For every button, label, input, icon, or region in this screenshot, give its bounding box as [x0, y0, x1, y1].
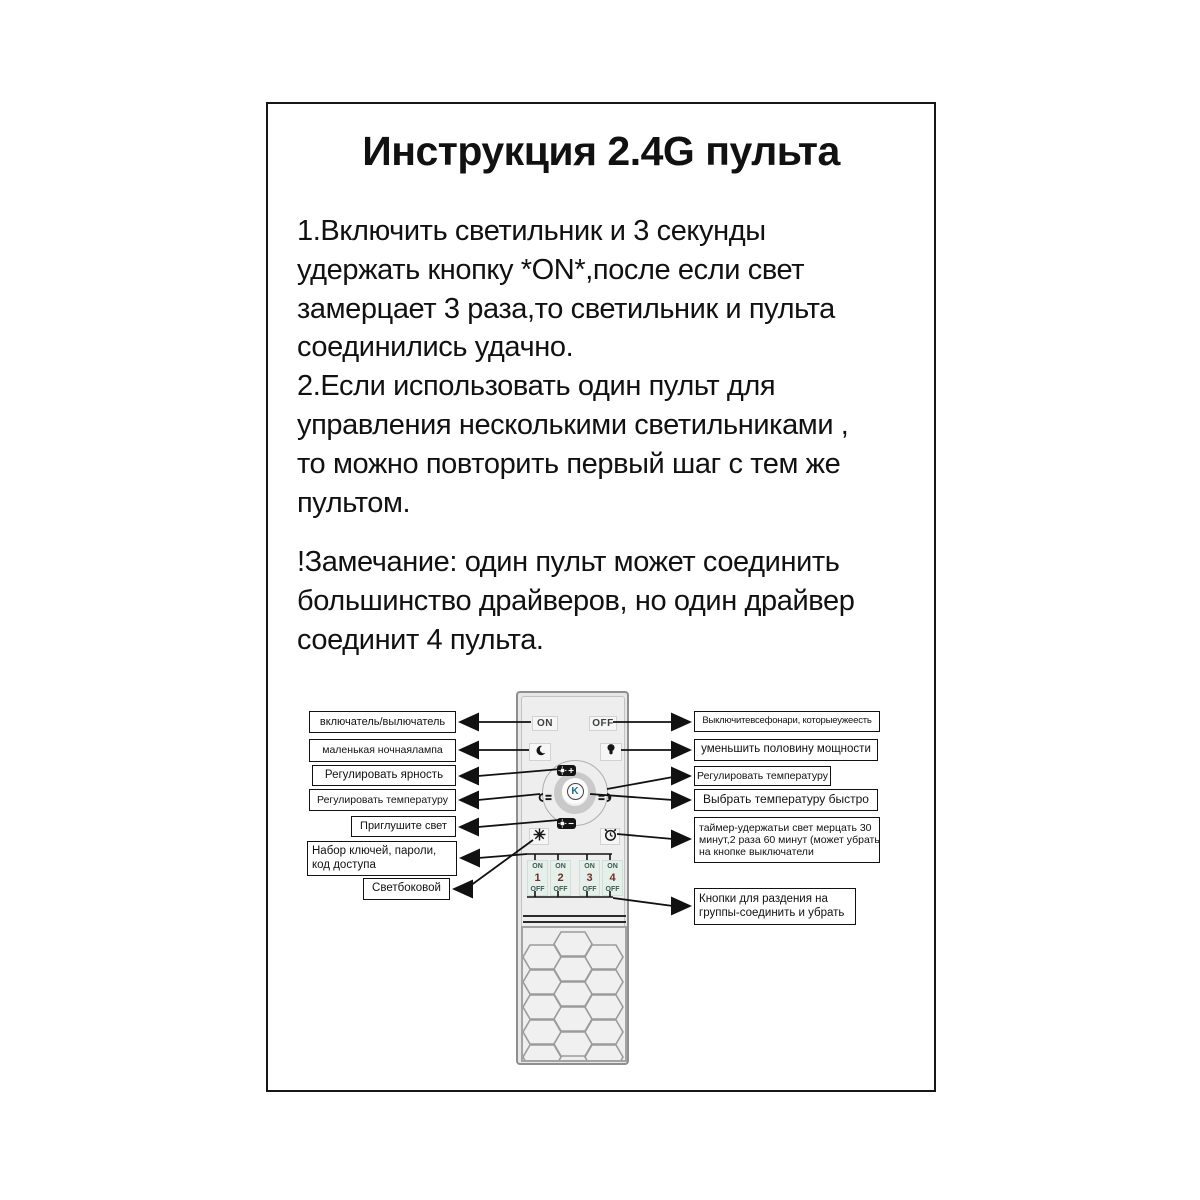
page-title: Инструкция 2.4G пульта	[362, 128, 840, 174]
group-2-button: ON 2 OFF	[550, 860, 571, 896]
callout-keys-passwords: Набор ключей, пароли, код доступа	[307, 841, 457, 876]
timer-button	[600, 828, 620, 845]
off-button: OFF	[589, 716, 617, 731]
body-line: управления несколькими светильниками ,	[297, 408, 849, 441]
callout-night-lamp: маленькая ночнаялампа	[309, 739, 456, 762]
callout-temperature-left: Регулировать температуру	[309, 789, 456, 811]
temperature-quick-button	[562, 778, 588, 804]
body-line: замерцает 3 раза,то светильник и пульта	[297, 292, 835, 325]
note-line: соединит 4 пульта.	[297, 623, 544, 656]
note-line: !Замечание: один пульт может соединить	[297, 546, 840, 578]
group-3-button: ON 3 OFF	[579, 860, 600, 896]
instructions-paragraph	[297, 212, 848, 522]
brightness-down-button	[557, 818, 576, 829]
divider-line	[523, 915, 626, 917]
callout-timer: таймер-удержатьи свет мерцать 30 минут,2 раза 60 минут (может убрать на кнопке выключатели	[694, 817, 880, 863]
temperature-cool-button	[597, 789, 612, 807]
callout-temperature-right: Регулировать температуру	[694, 766, 831, 786]
body-line: соединились удачно.	[297, 331, 574, 364]
callout-group-buttons: Кнопки для раздения на группы-соединить и убрать	[694, 888, 856, 925]
callout-dim-light: Приглушите свет	[351, 816, 456, 837]
k-letter: K	[567, 783, 584, 800]
group-4-button: ON 4 OFF	[602, 860, 623, 896]
callout-all-off: Выключитевсефонари, которыеужеесть	[694, 711, 880, 732]
body-line: 1.Включить светильник и 3 секунды	[297, 215, 766, 247]
body-line: пультом.	[297, 486, 411, 519]
group-1-button: ON 1 OFF	[527, 860, 548, 896]
temp-left-icon	[538, 789, 553, 806]
note-line: большинство драйверов, но один драйвер	[297, 584, 855, 617]
half-power-button	[600, 743, 622, 761]
divider-line	[523, 921, 626, 923]
brightness-down-icon	[558, 815, 575, 833]
moon-icon	[535, 743, 546, 761]
body-line: 2.Если использовать один пульт для	[297, 370, 776, 403]
temperature-warm-button	[538, 789, 553, 807]
callout-quick-temperature: Выбрать температуру быстро	[694, 789, 878, 811]
side-light-button	[529, 828, 549, 845]
note-paragraph	[297, 543, 854, 659]
remote-control	[516, 691, 629, 1065]
brightness-up-button	[557, 765, 576, 776]
body-line: удержать кнопку *ON*,после если свет	[297, 253, 805, 286]
temp-right-icon	[597, 789, 612, 806]
callout-power-switch: включатель/вылючатель	[309, 711, 456, 733]
brightness-up-icon	[558, 762, 575, 780]
night-lamp-button	[529, 743, 551, 761]
honeycomb-grip	[521, 926, 627, 1062]
body-line: то можно повторить первый шаг с тем же	[297, 447, 841, 480]
callout-brightness: Регулировать ярность	[312, 765, 456, 786]
on-button: ON	[532, 716, 558, 731]
timer-icon	[604, 828, 617, 846]
bulb-icon	[606, 743, 616, 761]
callout-half-power: уменьшить половину мощности	[694, 739, 878, 761]
callout-side-light: Светбоковой	[363, 878, 450, 900]
side-light-icon	[533, 828, 546, 846]
